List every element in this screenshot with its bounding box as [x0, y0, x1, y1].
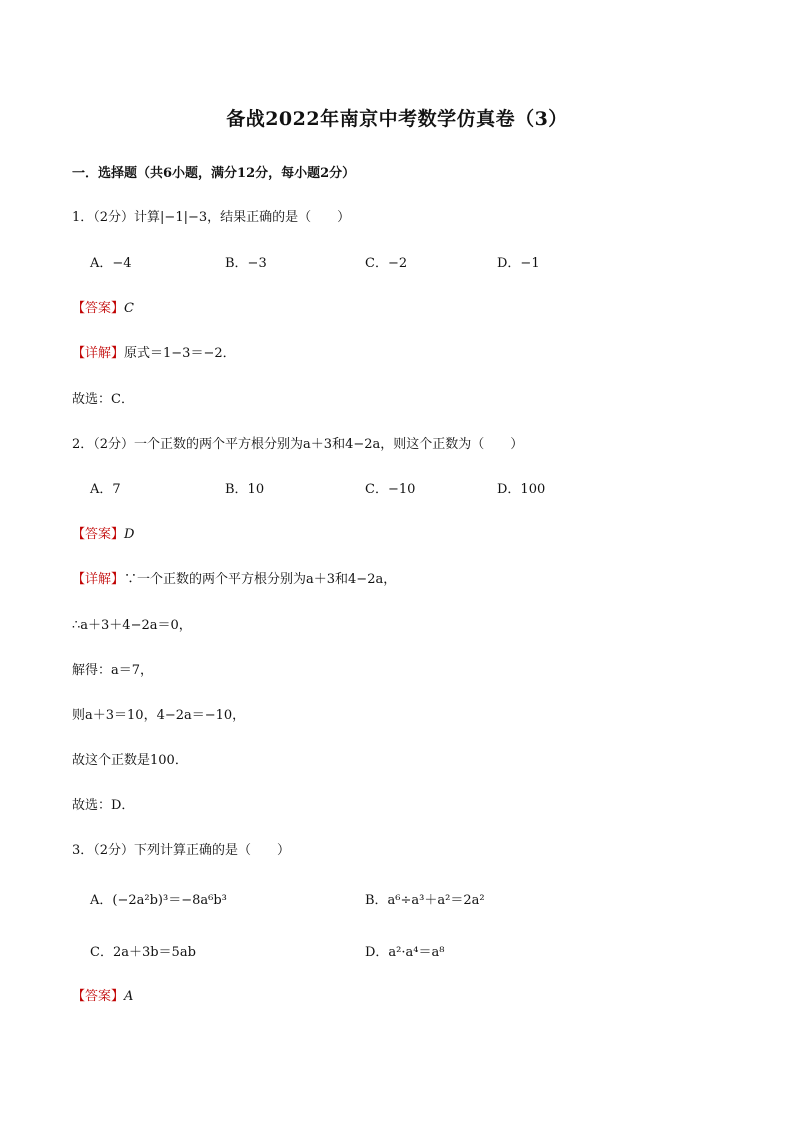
- q2-step-4: 故这个正数是100．: [72, 753, 188, 768]
- q3-option-a: A．(−2a²b)³＝−8a⁶b³: [90, 893, 227, 908]
- answer-label: 【答案】: [72, 527, 125, 542]
- answer-label: 【答案】: [72, 301, 125, 316]
- section-heading: 一．选择题（共6小题，满分12分，每小题2分）: [72, 166, 356, 181]
- q3-option-b: B．a⁶÷a³＋a²＝2a²: [365, 893, 485, 908]
- question-2-stem: 2．（2分）一个正数的两个平方根分别为a＋3和4−2a，则这个正数为（ ）: [72, 437, 524, 452]
- detail-label: 【详解】: [72, 572, 125, 587]
- q2-choice: 故选：D．: [72, 798, 135, 813]
- q1-detail-row: [72, 344, 236, 364]
- q1-option-a: A．−4: [90, 256, 132, 271]
- q2-answer: D: [124, 527, 135, 542]
- q3-option-d: D．a²·a⁴＝a⁸: [365, 945, 445, 960]
- q1-detail: 原式＝1−3＝−2．: [124, 346, 236, 361]
- q2-step-2: 解得：a＝7，: [72, 663, 154, 678]
- q2-detail-row: [72, 570, 396, 590]
- q2-detail: ∵一个正数的两个平方根分别为a＋3和4−2a，: [124, 572, 397, 587]
- q3-answer: A: [124, 989, 134, 1004]
- q1-answer: C: [124, 301, 134, 316]
- q1-option-b: B．−3: [225, 256, 267, 271]
- q2-answer-row: [72, 525, 134, 545]
- q3-answer-row: [72, 987, 133, 1007]
- q1-answer-row: [72, 299, 134, 319]
- detail-label: 【详解】: [72, 346, 125, 361]
- q1-option-d: D．−1: [497, 256, 540, 271]
- q2-step-1: ∴a＋3＋4−2a＝0，: [72, 618, 192, 633]
- q1-choice: 故选：C．: [72, 392, 134, 407]
- q2-step-3: 则a＋3＝10，4−2a＝−10，: [72, 708, 246, 723]
- q3-option-c: C．2a＋3b＝5ab: [90, 945, 196, 960]
- q2-option-b: B．10: [225, 482, 265, 497]
- q2-option-a: A．7: [90, 482, 121, 497]
- q2-option-c: C．−10: [365, 482, 416, 497]
- answer-label: 【答案】: [72, 989, 125, 1004]
- question-3-stem: 3．（2分）下列计算正确的是（ ）: [72, 843, 291, 858]
- q1-option-c: C．−2: [365, 256, 408, 271]
- question-1-stem: 1．（2分）计算|−1|−3，结果正确的是（ ）: [72, 210, 351, 225]
- page-title: 备战2022年南京中考数学仿真卷（3）: [226, 108, 568, 130]
- q2-option-d: D．100: [497, 482, 546, 497]
